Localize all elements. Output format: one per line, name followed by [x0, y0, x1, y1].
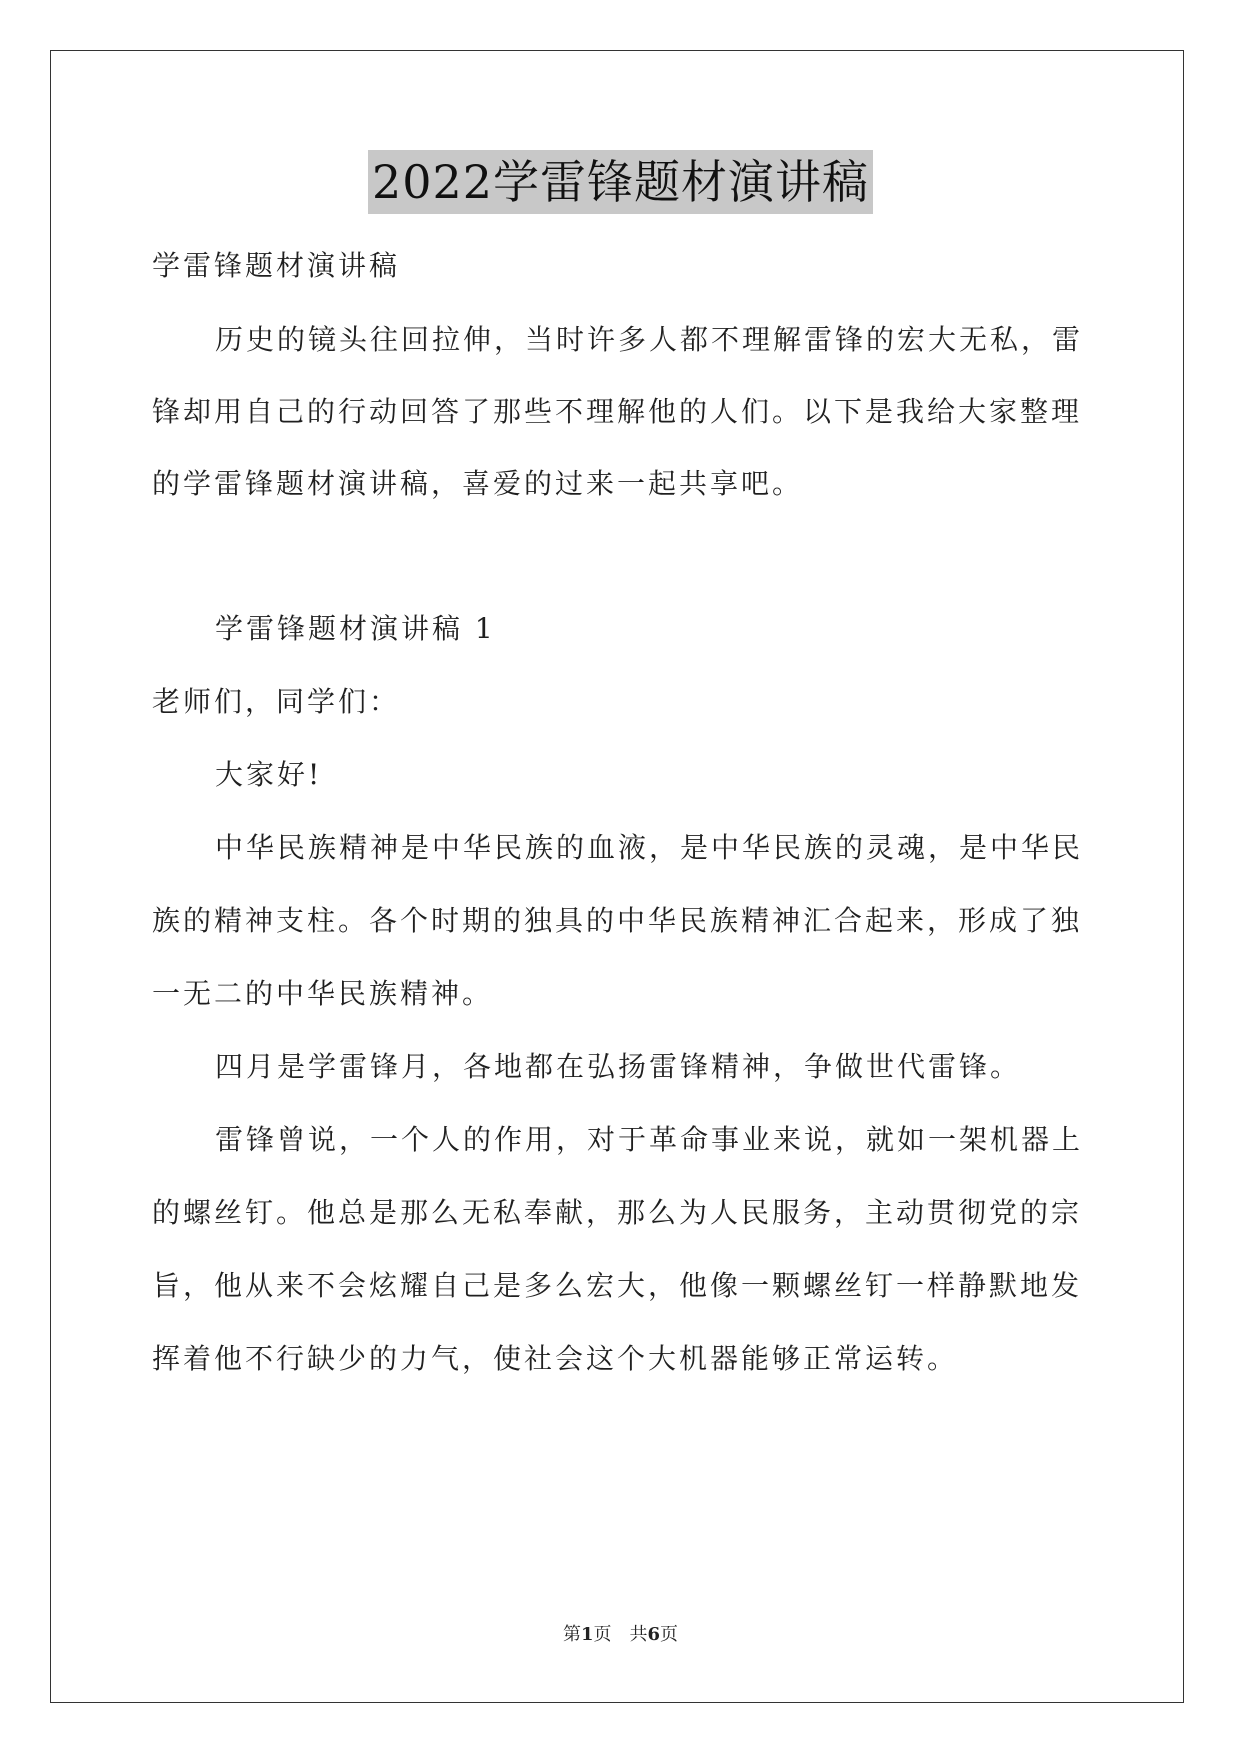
current-page-number: 1 [580, 1624, 594, 1645]
salutation-line: 老师们，同学们： [152, 685, 401, 718]
paragraph-line: 一无二的中华民族精神。 [152, 977, 494, 1010]
footer-prefix: 第 [562, 1624, 581, 1645]
footer-mid: 页 共 [593, 1624, 648, 1645]
page-border [50, 50, 1184, 1703]
paragraph-line: 四月是学雷锋月，各地都在弘扬雷锋精神，争做世代雷锋。 [215, 1050, 1022, 1083]
paragraph-line: 的学雷锋题材演讲稿，喜爱的过来一起共享吧。 [152, 467, 804, 500]
paragraph-line: 旨，他从来不会炫耀自己是多么宏大，他像一颗螺丝钉一样静默地发 [152, 1269, 1083, 1302]
greeting-line: 大家好! [215, 758, 323, 791]
document-title: 2022学雷锋题材演讲稿 [368, 150, 873, 214]
paragraph-line: 历史的镜头往回拉伸，当时许多人都不理解雷锋的宏大无私，雷 [215, 323, 1084, 356]
paragraph-line: 挥着他不行缺少的力气，使社会这个大机器能够正常运转。 [152, 1342, 959, 1375]
page-footer [0, 1620, 1241, 1646]
paragraph-line: 族的精神支柱。各个时期的独具的中华民族精神汇合起来，形成了独 [152, 904, 1083, 937]
title-container [0, 150, 1241, 214]
subtitle-line: 学雷锋题材演讲稿 [152, 249, 401, 282]
paragraph-line: 中华民族精神是中华民族的血液，是中华民族的灵魂，是中华民 [215, 831, 1084, 864]
footer-suffix: 页 [660, 1624, 679, 1645]
paragraph-line: 锋却用自己的行动回答了那些不理解他的人们。以下是我给大家整理 [152, 395, 1083, 428]
paragraph-line: 雷锋曾说，一个人的作用，对于革命事业来说，就如一架机器上 [215, 1123, 1084, 1156]
paragraph-line: 的螺丝钉。他总是那么无私奉献，那么为人民服务，主动贯彻党的宗 [152, 1196, 1083, 1229]
total-page-number: 6 [647, 1624, 661, 1645]
section-heading: 学雷锋题材演讲稿 1 [215, 612, 496, 645]
